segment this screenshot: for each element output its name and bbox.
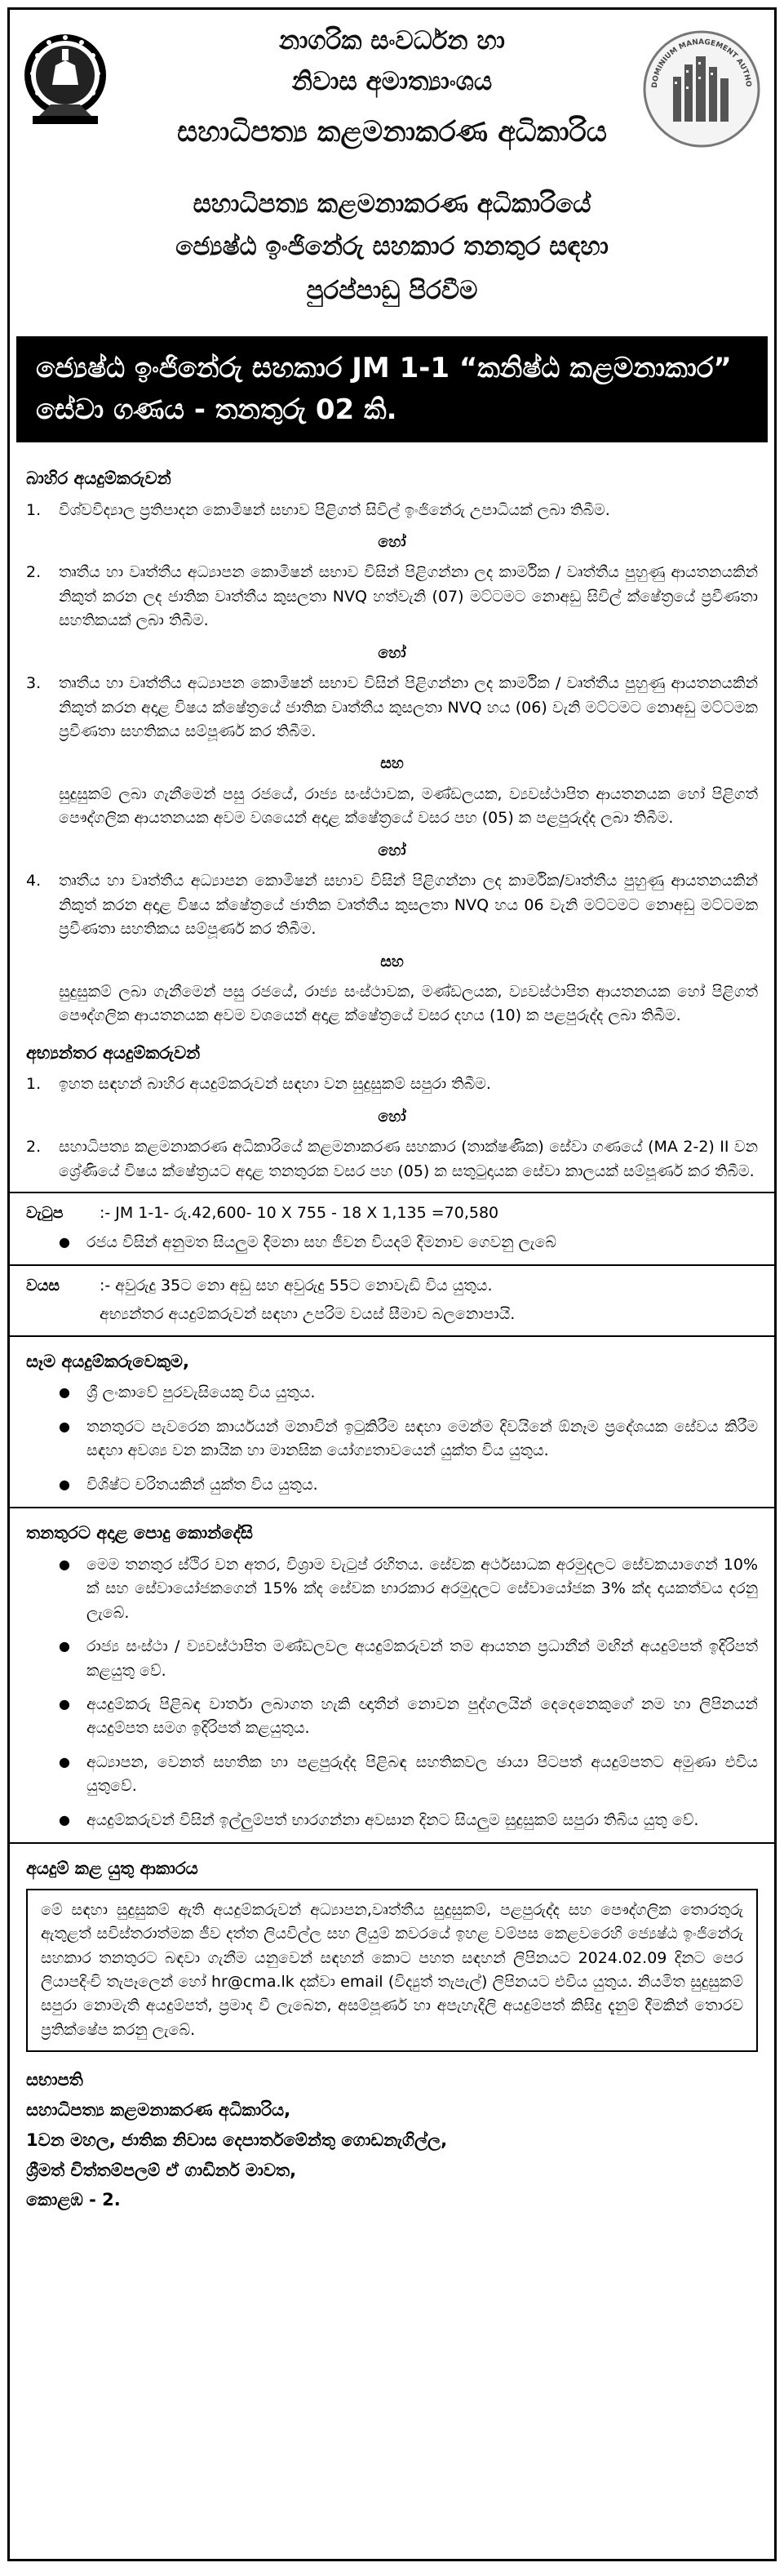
ministry-line2: නිවාස අමාත්‍යාංශය <box>291 67 493 96</box>
list-item <box>26 672 758 744</box>
list-item <box>59 1751 758 1799</box>
logo-text: DOMINIUM MANAGEMENT AUTHO <box>650 38 753 89</box>
item-number: 2. <box>26 1138 42 1157</box>
item-text: විශිෂ්ට චරිතයකින් යුක්ත විය යුතුය. <box>86 1475 318 1494</box>
age-row <box>26 1274 758 1298</box>
list-item <box>59 1415 758 1463</box>
advertisement-page <box>7 7 777 2561</box>
subtitle-line2: ජ්‍යෙෂ්ඨ ඉංජිනේරු සහකාර තනතුර සඳහා <box>175 232 609 261</box>
divider <box>10 1335 774 1337</box>
item-number: 1. <box>26 500 42 519</box>
divider <box>10 1192 774 1193</box>
list-item <box>59 1473 758 1497</box>
apply-heading: අයදුම් කළ යුතු ආකාරය <box>26 1859 198 1879</box>
bullet-icon: ● <box>59 1695 70 1712</box>
list-item <box>59 1809 758 1832</box>
item-text: තෘතීය හා වෘත්තීය අධ්‍යාපන කොමිෂන් සභාව විසින් පිළිගන්නා ලද කාර්මික / වෘත්තීය පුහුණු ආයතනයකින් නිකුත් කරන ලද ජාතික වෘත්තීය කුසලතා NVQ හත්වැනි (07) මට්ටමට නොඅඩු සිවිල් ක්ෂේත්‍රයේ ප්‍රවීණතා සහතිකයක් ලබා තිබීම. <box>59 563 758 630</box>
content-body <box>10 442 774 2215</box>
item-text: තෘතීය හා වෘත්තීය අධ්‍යාපන කොමිෂන් සභාව විසින් පිළිගන්නා ලද කාර්මික / වෘත්තීය පුහුණු ආයතනයකින් නිකුත් කරන අදාළ විෂය ක්ෂේත්‍රයේ ජාතික වෘත්තීය කුසලතා NVQ හය (06) වැනි මට්ටමට නොඅඩු මට්ටමක ප්‍රවීණතා සහතිකය සම්පූර්ණ කර තිබීම. <box>59 674 758 741</box>
item-text: ශ්‍රී ලංකාවේ පුරවැසියෙකු විය යුතුය. <box>86 1383 316 1402</box>
item-number: 3. <box>26 674 42 693</box>
item-number: 2. <box>26 563 42 582</box>
list-item <box>26 499 758 522</box>
item-number: 4. <box>26 872 42 890</box>
experience-text: සුදුසුකම් ලබා ගැනීමෙන් පසු රජයේ, රාජ්‍ය සංස්ථාවක, මණ්ඩලයක, ව්‍යවස්ථාපිත ආයතනයක හෝ පිළිගත් පෞද්ගලික ආයතනයක අවම වශයෙන් අදාළ ක්ෂේත්‍රයේ වසර පහ (05) ක පළපුරුද්ද ලබා තිබීම. <box>59 784 758 828</box>
age-label: වයස <box>26 1277 60 1295</box>
salary-row <box>26 1201 758 1225</box>
list-item <box>26 561 758 633</box>
item-text: අයදුම්කරු පිළිබඳ වාර්තා ලබාගත හැකි ඥාතීන් නොවන පුද්ගලයින් දෙදෙනෙකුගේ නම හා ලිපිනයන් අයදුම්පත සමග ඉදිරිපත් කළයුතුය. <box>86 1694 758 1738</box>
or-connector: හෝ <box>378 643 406 662</box>
bullet-icon: ● <box>59 1233 70 1250</box>
and-connector: සහ <box>380 754 404 773</box>
item-text: තෘතීය හා වෘත්තීය අධ්‍යාපන කොමිෂන් සභාව විසින් පිළිගන්නා ලද කාර්මික/වෘත්තීය පුහුණු ආයතනයකින් නිකුත් කරන අදාළ විෂය ක්ෂේත්‍රයේ ජාතික වෘත්තීය කුසලතා NVQ හය 06 වැනි මට්ටමට නොඅඩු මට්ටමක ප්‍රවීණතා සහතිකය සම්පූර්ණ කර තිබීම. <box>59 872 758 939</box>
internal-heading: අභ්‍යන්තර අයදුම්කරුවන් <box>26 1042 201 1063</box>
ministry-line1: නාගරික සංවර්ධන හා <box>279 26 505 56</box>
list-item <box>26 869 758 941</box>
bullet-icon: ● <box>59 1638 70 1654</box>
address-line3: කොළඹ - 2. <box>26 2190 121 2210</box>
divider <box>10 1507 774 1508</box>
item-text: අයදුම්කරුවන් විසින් ඉල්ලුම්පත් භාරගන්නා අවසාන දිනට සියලුම සුදුසුකම් සපුරා තිබිය යුතු වේ. <box>86 1810 699 1829</box>
list-item <box>59 1693 758 1741</box>
apply-instructions: මේ සඳහා සුදුසුකම් ඇති අයදුම්කරුවන් අධ්‍යාපන,වෘත්තීය සුදුසුකම්, පළපුරුද්ද සහ පෞද්ගලික තොරතුරු ඇතුළත් සවිස්තරාත්මක ජීව දත්ත ලියවිල්ල සහ ලියුම් කවරයේ ඉහළ වම්පස කෙළවරෙහි ජ්‍යෙෂ්ඨ ඉංජිනේරු සහකාර තනතුරට බඳවා ගැනීම යනුවෙන් සඳහන් කොට පහත සඳහන් ලිපිනයට 2024.02.09 දිනට පෙර ලියාපදිංචි තැපෑලෙන් හෝ hr@cma.lk දක්වා email (විද්‍යුත් තැපැල්) ලිපිනයට එවිය යුතුය. නියමිත සුදුසුකම් සපුරා නොමැති අයදුම්පත්, ප්‍රමාද වී ලැබෙන, අසම්පූර්ණ හා අපැහැදිලි අයදුම්පත් කිසිදු දැනුම් දීමකින් තොරව ප්‍රතික්ෂේප කරනු ලැබේ. <box>26 1889 758 2053</box>
and-connector: සහ <box>380 952 404 970</box>
divider <box>10 1842 774 1844</box>
general-heading: සෑම අයදුම්කරුවෙකුම, <box>26 1351 189 1371</box>
salary-note-text: රජය විසින් අනුමත සියලුම දීමනා සහ ජීවන වියදම් දීමනාව ගෙවනු ලැබේ <box>86 1232 556 1251</box>
item-text: රාජ්‍ය සංස්ථා / ව්‍යවස්ථාපිත මණ්ඩලවල අයදුම්කරුවන් තම ආයතන ප්‍රධානීන් මඟින් අයදුම්පත් ඉදිරිපත් කළයුතු වේ. <box>86 1637 758 1680</box>
item-text: සහාධිපත්‍ය කළමනාකරණ අධිකාරියේ කළමනාකරණ සහකාර (තාක්ෂණික) සේවා ගණයේ (MA 2-2) II වන ශ්‍රේණියේ විෂය ක්ෂේත්‍රයට අදාළ තනතුරක වසර පහ (05) ක සතුටුදායක සේවා කාලයක් සම්පූර්ණ කර තිබීම. <box>59 1138 758 1180</box>
item-text: ඉහත සඳහන් බාහිර අයදුම්කරුවන් සඳහා වන සුදුසුකම් සපුරා තිබීම. <box>59 1075 491 1094</box>
salary-note <box>59 1231 758 1255</box>
list-item <box>26 1135 758 1184</box>
title-line2: සේවා ගණය - තනතුරු 02 කි. <box>36 393 397 426</box>
list-item <box>59 1635 758 1683</box>
title-bar <box>16 336 768 442</box>
experience-text: සුදුසුකම් ලබා ගැනීමෙන් පසු රජයේ, රාජ්‍ය සංස්ථාවක, මණ්ඩලයක, ව්‍යවස්ථාපිත ආයතනයක හෝ පිළිගත් පෞද්ගලික ආයතනයක අවම වශයෙන් අදාළ ක්ෂේත්‍රයේ වසර දහය (10) ක පළපුරුද්ද ලබා තිබීම. <box>59 982 758 1025</box>
item-text: විශ්වවිද්‍යාල ප්‍රතිපාදන කොමිෂන් සභාව පිළිගත් සිවිල් ඉංජිනේරු උපාධියක් ලබා තිබීම. <box>59 500 610 519</box>
subtitle-line1: සහාධිපත්‍ය කළමනාකරණ අධිකාරියේ <box>193 189 591 219</box>
list-item <box>26 1073 758 1096</box>
condominium-management-authority-logo <box>640 28 763 150</box>
item-text: තනතුරට පැවරෙන කාර්යයන් මනාවින් ඉටුකිරීම සඳහා මෙන්ම දිවයිනේ ඕනෑම ප්‍රදේශයක සේවය කිරීම සඳහා අවශ්‍ය වන කායික හා මානසික යෝග්‍යතාවයෙන් යුක්ත විය යුතුය. <box>86 1417 758 1460</box>
conditions-heading: තනතුරට අදාළ පොදු කොන්දේසි <box>26 1523 253 1543</box>
bullet-icon: ● <box>59 1556 70 1572</box>
item-number: 1. <box>26 1075 42 1094</box>
or-connector: හෝ <box>378 532 406 551</box>
bullet-icon: ● <box>59 1384 70 1401</box>
bullet-icon: ● <box>59 1476 70 1492</box>
item-text: මෙම තනතුර ස්ථිර වන අතර, විශ්‍රාම වැටුප් රහිතය. සේවක අර්ථසාධක අරමුදලට සේවකයාගෙන් 10% ක් සහ සේවායෝජකගෙන් 15% ක්ද සේවක භාරකාර අරමුදලට සේවායෝජක 3% ක්ද දායකත්වය දරනු ලැබේ. <box>86 1555 758 1622</box>
age-value: :- අවුරුදු 35ට නො අඩු සහ අවුරුදු 55ට නොවැඩි විය යුතුය. <box>100 1277 493 1295</box>
authority-logo-graphic <box>640 28 763 150</box>
address-line1: 1වන මහල, ජාතික නිවාස දෙපාර්තමේන්තු ගොඩනැගිල්ල, <box>26 2130 448 2150</box>
bullet-icon: ● <box>59 1418 70 1434</box>
address-line2: ශ්‍රීමත් චිත්තම්පලම් ඒ ගාඩිනර් මාවත, <box>26 2160 297 2180</box>
title-line1: ජ්‍යෙෂ්ඨ ඉංජිනේරු සහකාර JM 1-1 “කනිෂ්ඨ කළමනාකාර” <box>36 352 732 384</box>
header <box>10 10 774 336</box>
bullet-icon: ● <box>59 1753 70 1770</box>
signature-org: සහාධිපත්‍ය කළමනාකරණ අධිකාරිය, <box>26 2100 291 2121</box>
signature-title: සභාපති <box>26 2070 83 2090</box>
salary-value: :- JM 1-1- රු.42,600- 10 X 755 - 18 X 1,135 =70,580 <box>100 1204 499 1223</box>
authority-name: සහාධිපත්‍ය කළමනාකරණ අධිකාරිය <box>177 116 607 149</box>
external-heading: බාහිර අයදුම්කරුවන් <box>26 469 171 488</box>
or-connector: හෝ <box>378 1107 406 1126</box>
salary-label: වැටුප <box>26 1204 64 1223</box>
signature-block <box>26 2065 758 2215</box>
list-item <box>59 1553 758 1625</box>
or-connector: හෝ <box>378 841 406 859</box>
item-text: අධ්‍යාපන, වෙනත් සහතික හා පළපුරුද්ද පිළිබඳ සහතිකවල ඡායා පිටපත් අයදුම්පතට අමුණා එවිය යුතුවේ. <box>86 1752 758 1796</box>
subtitle-line3: පුරප්පාඩු පිරවීම <box>306 276 478 305</box>
age-note: අභ්‍යන්තර අයදුම්කරුවන් සඳහා උපරිම වයස් සීමාව බලනොපායි. <box>100 1305 516 1324</box>
divider <box>10 1264 774 1266</box>
list-item <box>59 1381 758 1405</box>
bullet-icon: ● <box>59 1811 70 1828</box>
